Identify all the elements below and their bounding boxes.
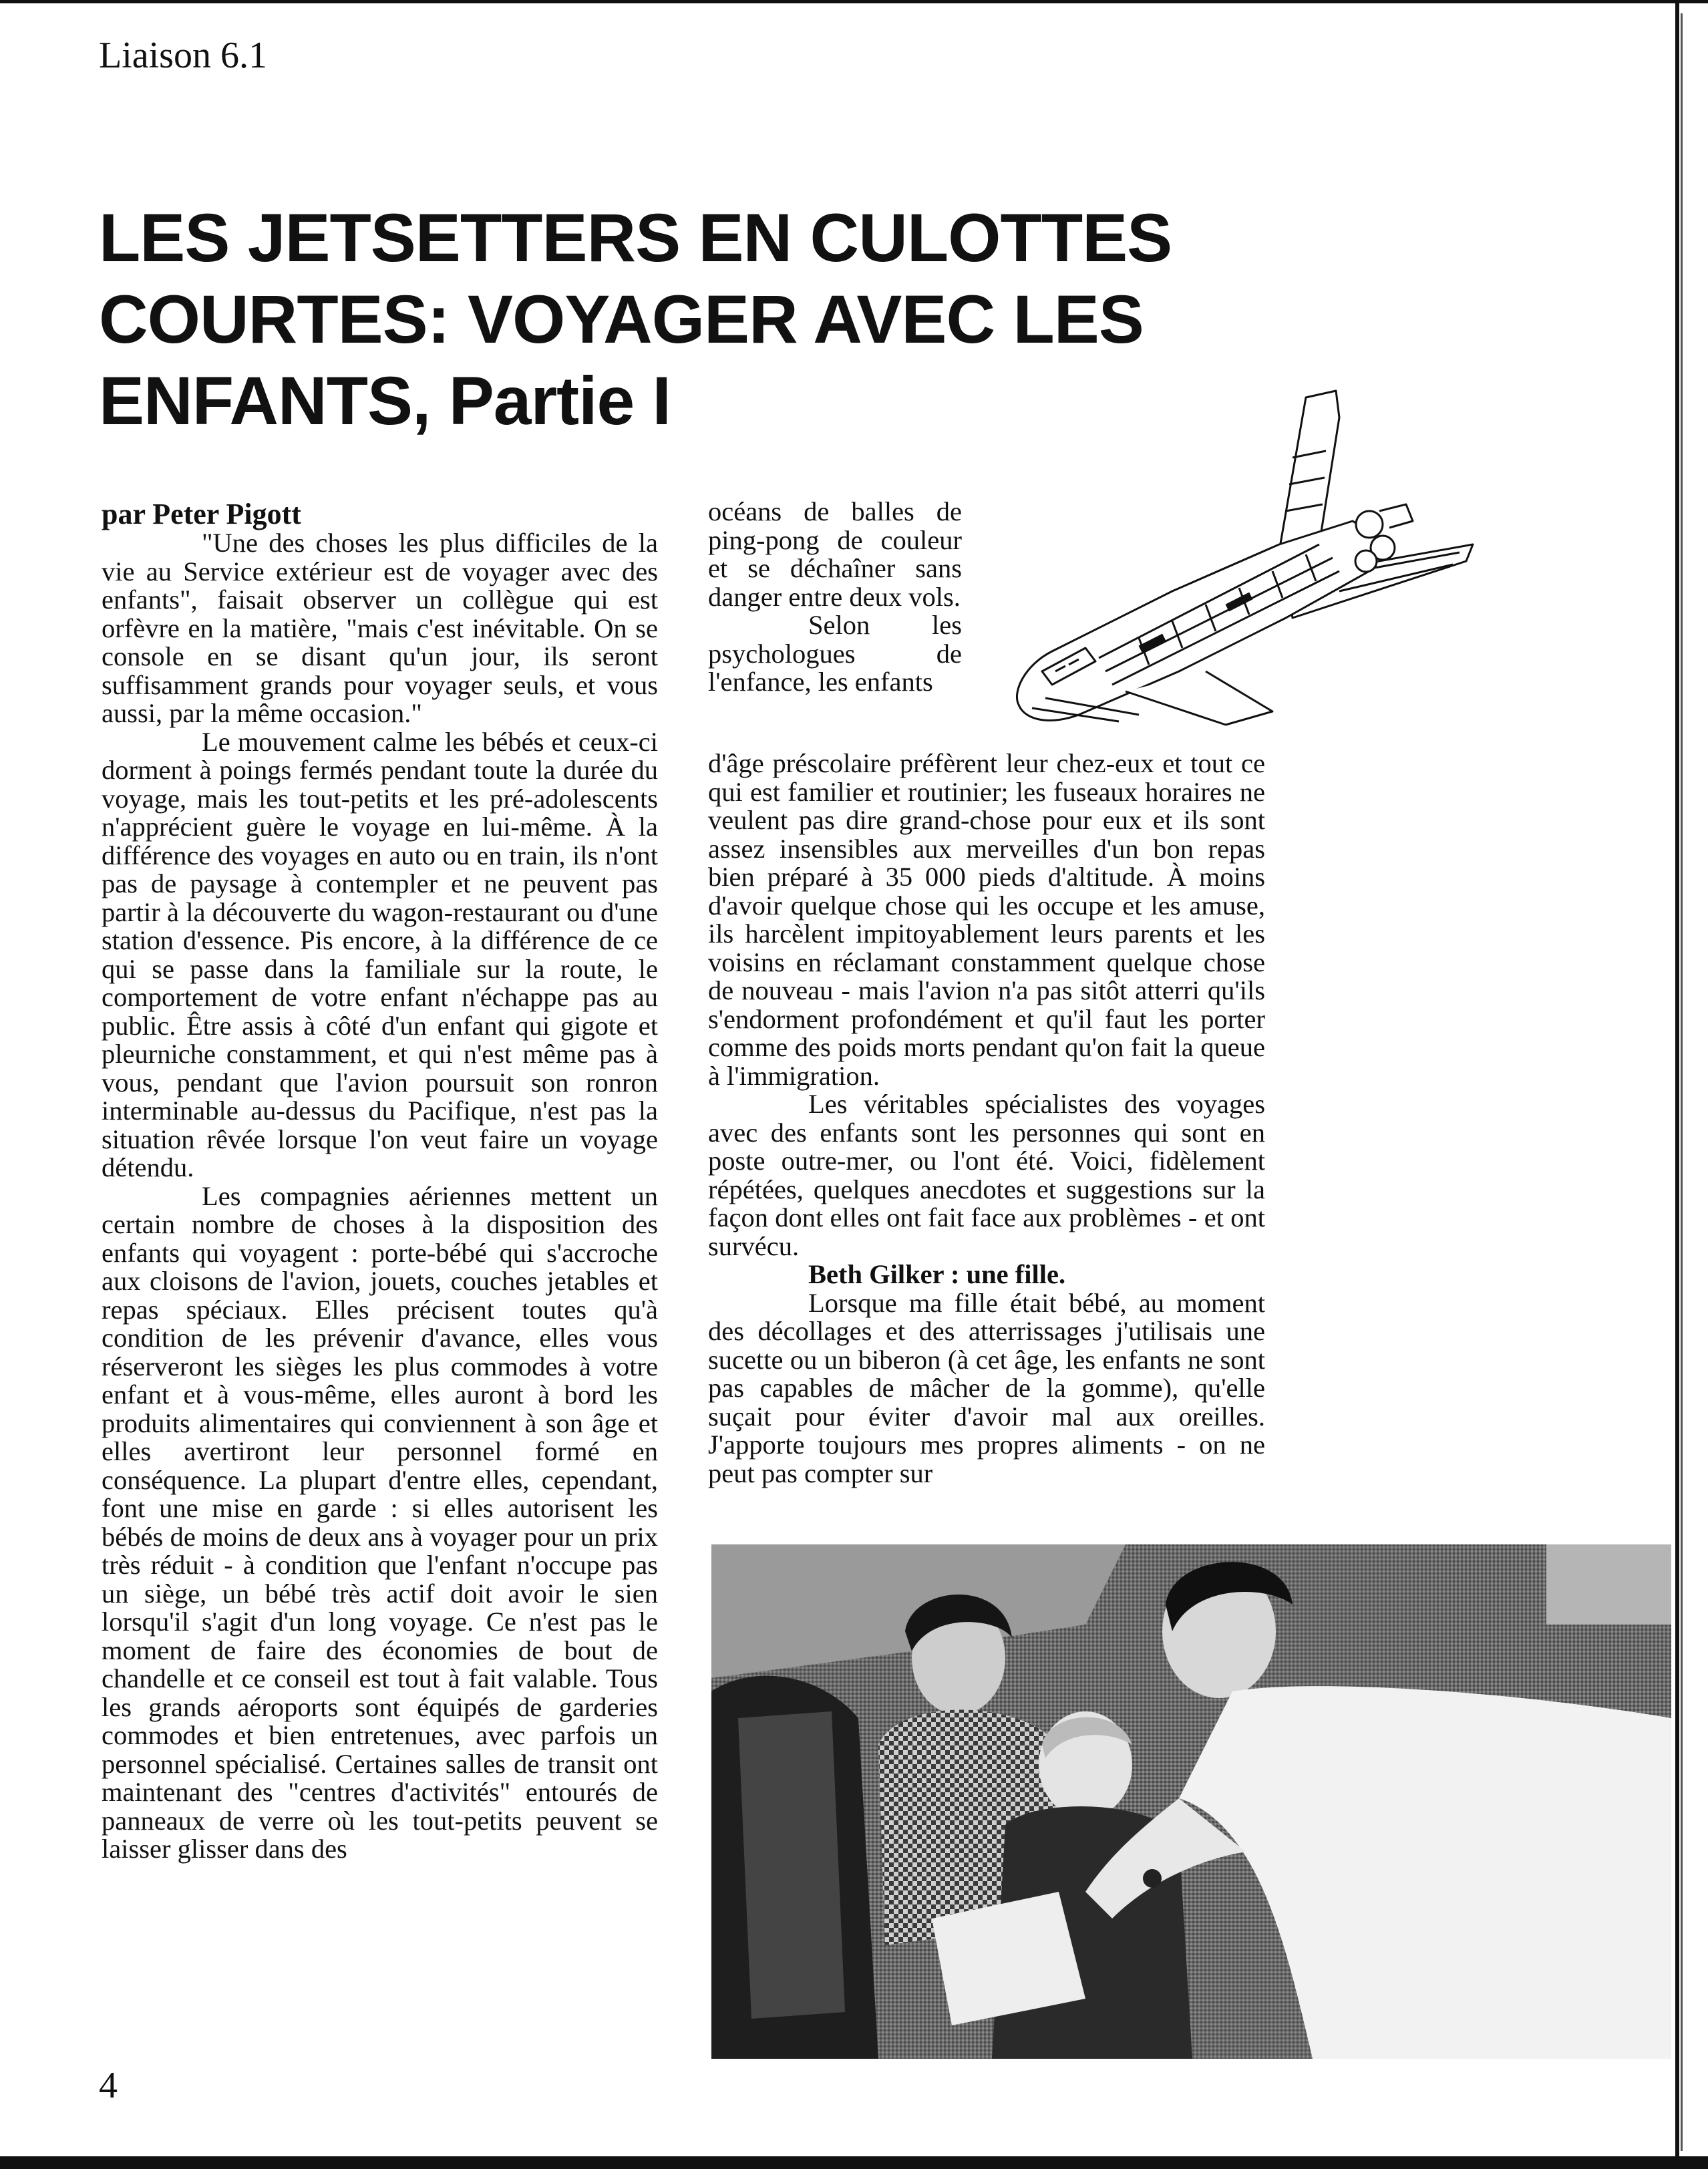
title-line-2: COURTES: VOYAGER AVEC LES bbox=[99, 281, 1144, 357]
column-right-wide bbox=[708, 749, 1265, 1488]
paragraph: Le mouvement calme les bébés et ceux-ci dorment à poings fermés pendant toute la durée du voyage, mais les tout-petits et les pré-adolescents n'apprécient guère le voyage en lui-même. À la différence des voyages en auto ou en train, ils n'ont pas de paysage à contempler et ne peuvent pas partir à la découverte du wagon-restaurant ou d'une station d'essence. Pis encore, à la différence de ce qui se passe dans la familiale sur la route, le comportement de votre enfant n'échappe pas au public. Être assis à côté d'un enfant qui gigote et pleurniche constamment, et qui n'est même pas à vous, pendant que l'avion poursuit son ronron interminable au-dessus du Pacifique, n'est pas la situation rêvée lorsque l'on veut faire un voyage détendu. bbox=[102, 726, 658, 1182]
column-right-narrow bbox=[708, 498, 962, 697]
space-shuttle-illustration bbox=[1005, 377, 1486, 738]
right-scan-edge bbox=[1675, 0, 1679, 2169]
title-line-1: LES JETSETTERS EN CULOTTES bbox=[99, 200, 1172, 276]
paragraph: Selon les psychologues de l'enfance, les enfants bbox=[708, 610, 962, 697]
running-header: Liaison 6.1 bbox=[99, 35, 267, 76]
paragraph: Les véritables spécialistes des voyages avec des enfants sont les personnes qui sont en poste outre-mer, ou l'ont été. Voici, fidèlement répétées, quelques anecdotes et suggestions sur la façon dont elles ont fait face aux problèmes - et ont survécu. bbox=[708, 1089, 1265, 1261]
right-scan-edge-inner bbox=[1681, 13, 1683, 2151]
title-line-3: ENFANTS, Partie I bbox=[99, 363, 671, 439]
paragraph: d'âge préscolaire préfèrent leur chez-eux et tout ce qui est familier et routinier; les fuseaux horaires ne veulent pas dire grand-chose pour eux et ils sont assez insensibles aux merveilles d'un bon repas bien préparé à 35 000 pieds d'altitude. À moins d'avoir quelque chose qui les occupe et les amuse, ils harcèlent impitoyablement leurs parents et les voisins en réclamant constamment quelque chose de nouveau - mais l'avion n'a pas sitôt atterri qu'ils s'endorment profondément et qu'il faut les porter comme des poids morts pendant qu'on fait la queue à l'immigration. bbox=[708, 748, 1265, 1091]
bottom-border bbox=[0, 2156, 1708, 2169]
top-border bbox=[0, 0, 1708, 3]
paragraph: "Une des choses les plus difficiles de la vie au Service extérieur est de voyager avec des enfants", faisait observer un collègue qui est orfèvre en la matière, "mais c'est inévitable. On se console en se disant qu'un jour, ils seront suffisamment grands pour voyager seuls, et vous aussi, par la même occasion." bbox=[102, 528, 658, 728]
column-left bbox=[102, 500, 658, 1864]
travel-photo bbox=[711, 1544, 1671, 2059]
paragraph: océans de balles de ping-pong de couleur et se déchaîner sans danger entre deux vols. bbox=[708, 496, 962, 612]
page-number: 4 bbox=[99, 2065, 118, 2106]
paragraph: Les compagnies aériennes mettent un certain nombre de choses à la disposition des enfants qui voyagent : porte-bébé qui s'accroche aux cloisons de l'avion, jouets, couches jetables et repas spéciaux. Elles précisent toutes qu'à condition de les prévenir d'avance, elles vous réserveront les sièges les plus commodes à votre enfant et à vous-même, elles auront à bord les produits alimentaires qui conviennent à son âge et elles avertiront leur personnel formé en conséquence. La plupart d'entre elles, cependant, font une mise en garde : si elles autorisent les bébés de moins de deux ans à voyager pour un prix très réduit - à condition que l'enfant n'occupe pas un siège, un bébé très actif doit avoir le sien lorsqu'il s'agit d'un long voyage. Ce n'est pas le moment de faire des économies de bout de chandelle et ce conseil est tout à fait valable. Tous les grands aéroports sont équipés de garderies commodes et bien entretenues, avec parfois un personnel spécialisé. Certaines salles de transit ont maintenant des "centres d'activités" entourés de panneaux de verre où les tout-petits peuvent se laisser glisser dans des bbox=[102, 1180, 658, 1864]
subheading: Beth Gilker : une fille. bbox=[808, 1259, 1066, 1289]
paragraph: Lorsque ma fille était bébé, au moment des décollages et des atterrissages j'utilisais une sucette ou un biberon (à cet âge, les enfants ne sont pas capables de mâcher de la gomme), qu'elle suçait pour éviter d'avoir mal aux oreilles. J'apporte toujours mes propres aliments - on ne peut pas compter sur bbox=[708, 1287, 1265, 1488]
byline: par Peter Pigott bbox=[102, 498, 301, 530]
